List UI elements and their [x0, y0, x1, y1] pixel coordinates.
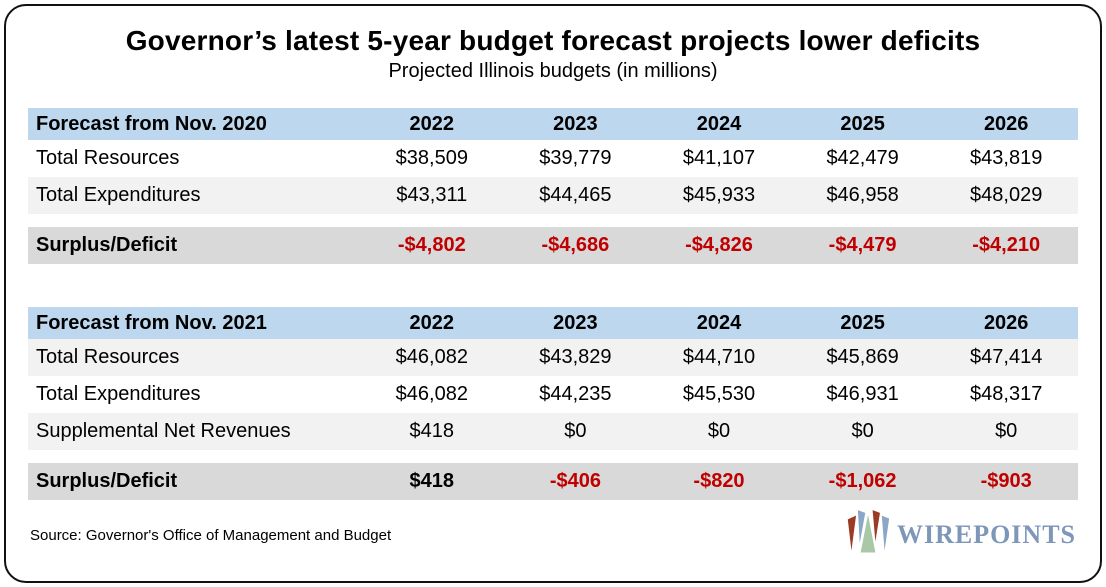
year-header: 2025	[840, 311, 885, 334]
year-header: 2023	[553, 311, 598, 334]
row-spacer	[28, 214, 1078, 227]
wirepoints-logo-icon	[845, 508, 891, 562]
logo-wedge-red	[848, 516, 856, 551]
cell-value: $44,235	[539, 383, 612, 405]
cell-value: $44,465	[539, 184, 612, 206]
row-spacer	[28, 450, 1078, 463]
table-row-supplemental-net-revenues	[28, 413, 1078, 450]
cell-value: $39,779	[539, 147, 612, 169]
table-row-total-expenditures	[28, 177, 1078, 214]
cell-value: $41,107	[682, 147, 756, 169]
chart-subtitle: Projected Illinois budgets (in millions)	[388, 60, 718, 82]
cell-value-negative: -$1,062	[828, 470, 897, 492]
cell-value-negative: -$406	[549, 470, 601, 492]
logo-wedge-blue	[882, 516, 889, 551]
cell-value: $48,317	[970, 383, 1043, 405]
row-label: Total Resources	[36, 147, 180, 169]
cell-value-negative: -$4,210	[972, 234, 1041, 256]
year-header: 2022	[409, 311, 455, 334]
cell-value: $38,509	[395, 147, 468, 169]
cell-value: $45,530	[682, 383, 756, 405]
year-header: 2026	[983, 311, 1029, 334]
cell-value: $0	[564, 420, 587, 442]
cell-value: $43,819	[970, 147, 1043, 169]
wirepoints-logo	[845, 508, 1076, 562]
tables-area	[28, 108, 1078, 500]
cell-value-negative: -$4,826	[685, 234, 753, 256]
forecast-table-2021	[28, 307, 1078, 500]
surplus-row-2021	[28, 463, 1078, 500]
row-label: Surplus/Deficit	[36, 470, 178, 492]
cell-value: $45,933	[682, 184, 756, 206]
table-header-row	[28, 307, 1078, 339]
cell-value-negative: -$4,802	[397, 234, 466, 256]
cell-value-negative: -$820	[693, 470, 745, 492]
year-header: 2025	[840, 112, 885, 135]
surplus-row-2020	[28, 227, 1078, 264]
year-header: 2024	[696, 112, 742, 135]
forecast-table-2020	[28, 108, 1078, 264]
cell-value: $46,958	[826, 184, 899, 206]
cell-value: $44,710	[682, 346, 756, 368]
cell-value: $46,082	[395, 383, 468, 405]
year-header: 2023	[553, 112, 598, 135]
table-title: Forecast from Nov. 2021	[36, 311, 267, 334]
cell-value: $45,869	[826, 346, 899, 368]
cell-value: $0	[851, 420, 874, 442]
row-label: Total Resources	[36, 346, 180, 368]
chart-title: Governor’s latest 5-year budget forecast projects lower deficits	[125, 25, 981, 56]
cell-value: $46,931	[826, 383, 899, 405]
row-label: Surplus/Deficit	[36, 234, 178, 256]
table-spacer	[28, 264, 1078, 307]
logo-wordmark: WIREPOINTS	[896, 520, 1076, 549]
table-title: Forecast from Nov. 2020	[36, 112, 267, 135]
row-label: Supplemental Net Revenues	[36, 420, 291, 442]
table-header-row	[28, 108, 1078, 140]
cell-value: $42,479	[826, 147, 899, 169]
cell-value: $47,414	[970, 346, 1043, 368]
chart-card	[4, 4, 1102, 583]
footer	[30, 506, 1076, 564]
row-label: Total Expenditures	[36, 184, 201, 206]
row-label: Total Expenditures	[36, 383, 201, 405]
cell-value-negative: -$4,479	[828, 234, 897, 256]
cell-value: $46,082	[395, 346, 468, 368]
table-row-total-expenditures	[28, 376, 1078, 413]
cell-value: $0	[707, 420, 731, 442]
year-header: 2022	[409, 112, 455, 135]
year-header: 2024	[696, 311, 742, 334]
cell-value-negative: -$4,686	[541, 234, 610, 256]
cell-value: $0	[995, 420, 1018, 442]
year-header: 2026	[983, 112, 1029, 135]
table-row-total-resources	[28, 140, 1078, 177]
cell-value: $48,029	[970, 184, 1043, 206]
cell-value: $418	[409, 420, 455, 442]
cell-value: $43,311	[396, 184, 468, 206]
cell-value: $418	[409, 470, 455, 492]
table-row-total-resources	[28, 339, 1078, 376]
cell-value: $43,829	[539, 346, 612, 368]
source-note: Source: Governor's Office of Management and Budget	[30, 526, 392, 544]
cell-value-negative: -$903	[980, 470, 1032, 492]
logo-wedge-red	[873, 510, 880, 541]
